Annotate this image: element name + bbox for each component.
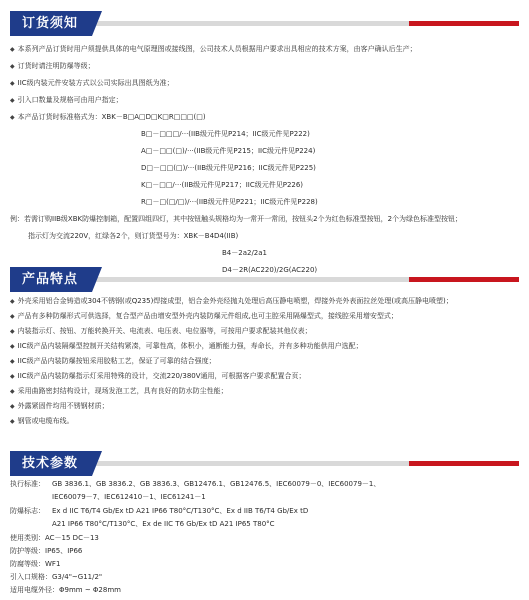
section-ordering (0, 11, 529, 274)
list-item (10, 111, 206, 124)
format-line: D□－□□(□)/···(IIB级元件见P216；IIC级元件见P225) (141, 164, 316, 172)
format-line: B□－□□□/···(IIB级元件见P214；IIC级元件见P222) (141, 130, 310, 138)
list-item (10, 400, 109, 413)
header-accent (409, 277, 519, 282)
list-item-text: IIC级产品内装防爆按钮采用胶粘工艺，保证了可靠的结合强度； (17, 357, 216, 365)
list-item-text: 产品有多种防爆形式可供选择，复合型产品由增安型外壳内装防爆元件组成,也可主腔采用隔爆型式，接线腔采用增安型式； (17, 312, 398, 320)
list-item-text: 本系列产品订货时用户须提供具体的电气原理图或接线图，公司技术人员根据用户要求出具相应的技术方案，由客户确认后生产； (17, 45, 417, 53)
spec-value: Ex d IIC T6/T4 Gb/Ex tD A21 IP66 T80°C/T130°C、Ex d IIB T6/T4 Gb/Ex tD (52, 507, 309, 515)
section-title: 技术参数 (10, 451, 92, 476)
list-item-text: 订货时请注明防爆等级； (17, 62, 95, 70)
list-item-text: 采用曲路密封结构设计，现场发泡工艺，具有良好的防水防尘性能； (17, 387, 228, 395)
section-title: 订货须知 (10, 11, 92, 36)
section-header (10, 11, 519, 36)
list-item-text: IIC级产品内装隔爆型控制开关结构紧凑，可靠性高，体积小，通断能力强，寿命长，并有多种功能供用户选配； (17, 342, 363, 350)
spec-label: 防爆标志： (10, 507, 45, 515)
example-line: D4－2R(AC220)/2G(AC220) (222, 266, 318, 274)
list-item (10, 355, 216, 368)
list-item (10, 295, 453, 308)
list-item (10, 325, 312, 338)
spec-line: 使用类别：AC－15 DC－13 (10, 534, 99, 542)
list-item (10, 43, 417, 56)
list-item (10, 370, 306, 383)
section-header (10, 451, 519, 476)
spec-value: IEC60079－7、IEC612410－1、IEC61241－1 (52, 493, 206, 501)
list-item (10, 340, 363, 353)
format-line: R□－□(□/□)/···(IIB级元件见P221；IIC级元件见P228) (141, 198, 318, 206)
format-line: A□－□□(□)/···(IIB级元件见P215；IIC级元件见P224) (141, 147, 316, 155)
list-item (10, 415, 74, 428)
spec-line: 适用电缆外径：Φ9mm ~ Φ28mm (10, 586, 121, 594)
header-accent (409, 21, 519, 26)
section-specs (0, 451, 529, 600)
section-header (10, 267, 519, 292)
example-line: B4－2a2/2a1 (222, 249, 268, 257)
spec-value: A21 IP66 T80°C/T130°C、Ex de IIC T6 Gb/Ex tD A21 IP65 T80°C (52, 520, 275, 528)
example-line: 例：若需订购IIB级XBK防爆控制箱，配置四组四灯，其中按钮触头规格均为一常开一常闭，按钮头2个为红色标准型按钮，2个为绿色标准型按钮； (10, 215, 463, 223)
spec-label: 执行标准： (10, 480, 45, 488)
list-item-text: 内装指示灯、按钮、万能转换开关、电流表、电压表、电位器等，可按用户要求配装其他仪表； (17, 327, 312, 335)
section-title: 产品特点 (10, 267, 92, 292)
header-accent (409, 461, 519, 466)
section-features (0, 267, 529, 432)
spec-line: 防护等级：IP65、IP66 (10, 547, 83, 555)
list-item (10, 60, 95, 73)
format-line: K□－□□/···(IIB级元件见P217；IIC级元件见P226) (141, 181, 304, 189)
spec-line: 引入口规格：G3/4"~G11/2" (10, 573, 103, 581)
list-item (10, 94, 123, 107)
list-item-text: 外壳采用铝合金铸造或304不锈钢(或Q235)焊接成型，铝合金外壳经抛丸处理后高压静电喷塑，焊接外壳外表面拉丝处理(或高压静电喷塑)； (17, 297, 453, 305)
list-item (10, 385, 228, 398)
example-line: 指示灯为交流220V，红绿各2个，则订货型号为：XBK－B4D4(IIB) (28, 232, 239, 240)
list-item-text: IIC级内装元件安装方式以公司实际出具图纸为准； (17, 79, 174, 87)
list-item (10, 77, 174, 90)
list-item-text: 引入口数量及规格可由用户指定； (17, 96, 123, 104)
list-item-text: IIC级产品内装防爆指示灯采用特殊的设计，交流220/380V通用，可根据客户要求配置合页； (17, 372, 306, 380)
spec-value: GB 3836.1、GB 3836.2、GB 3836.3、GB12476.1、GB12476.5、IEC60079－0、IEC60079－1、 (52, 480, 381, 488)
list-item-text: 本产品订货时标准格式为：XBK－B□A□D□K□R□□□(□) (17, 113, 206, 121)
spec-line: 防腐等级：WF1 (10, 560, 61, 568)
list-item-text: 钢管或电缆布线。 (17, 417, 74, 425)
list-item (10, 310, 398, 323)
list-item-text: 外露紧固件均用不锈钢材质； (17, 402, 109, 410)
